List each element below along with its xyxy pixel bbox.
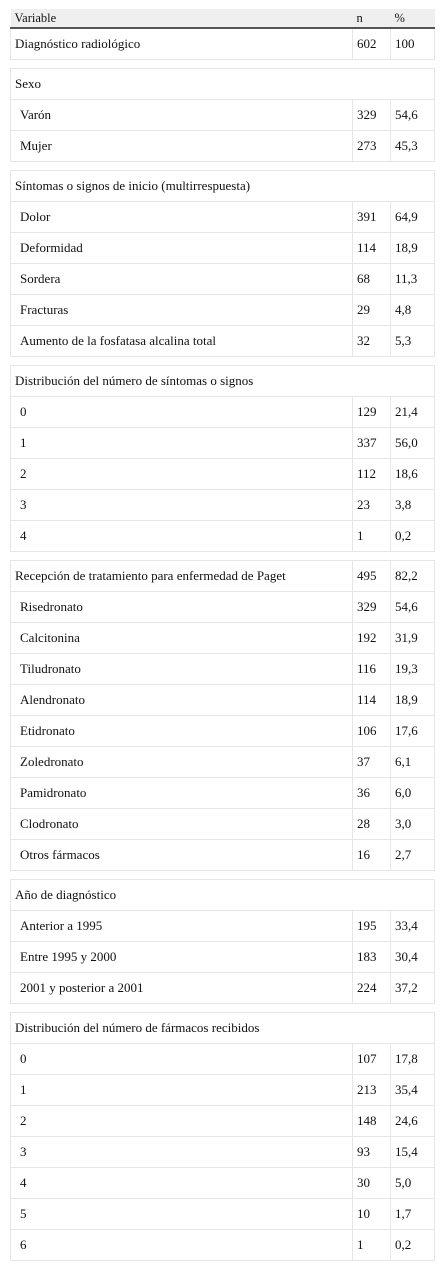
row-percent: 4,8 [391, 295, 435, 326]
section-title-row [11, 366, 435, 397]
spacer-cell [11, 60, 435, 69]
table-row [11, 592, 435, 623]
row-n: 1 [353, 1230, 391, 1261]
section-title-row [11, 69, 435, 100]
row-label: Aumento de la fosfatasa alcalina total [11, 326, 353, 357]
row-label: Mujer [11, 131, 353, 162]
header-row [11, 9, 435, 28]
header-variable: Variable [11, 9, 353, 28]
table-row [11, 1044, 435, 1075]
table-row [11, 1106, 435, 1137]
table-row [11, 490, 435, 521]
row-label: Fracturas [11, 295, 353, 326]
row-label: Pamidronato [11, 778, 353, 809]
row-percent: 54,6 [391, 100, 435, 131]
row-n: 93 [353, 1137, 391, 1168]
row-label: 3 [11, 1137, 353, 1168]
row-percent: 18,9 [391, 233, 435, 264]
row-n: 106 [353, 716, 391, 747]
table-row [11, 295, 435, 326]
row-label: 4 [11, 1168, 353, 1199]
table-row [11, 459, 435, 490]
data-table-container [10, 9, 434, 1261]
row-percent: 5,3 [391, 326, 435, 357]
table-row [11, 685, 435, 716]
row-label: 1 [11, 1075, 353, 1106]
row-percent: 21,4 [391, 397, 435, 428]
row-n: 68 [353, 264, 391, 295]
table-row [11, 131, 435, 162]
row-label: Alendronato [11, 685, 353, 716]
group-spacer [11, 60, 435, 69]
row-percent: 0,2 [391, 521, 435, 552]
table-row [11, 202, 435, 233]
row-label: 2001 y posterior a 2001 [11, 973, 353, 1004]
row-n: 195 [353, 911, 391, 942]
group-spacer [11, 162, 435, 171]
section-title: Año de diagnóstico [11, 880, 435, 911]
table-row [11, 264, 435, 295]
row-percent: 56,0 [391, 428, 435, 459]
row-label: 5 [11, 1199, 353, 1230]
row-percent: 18,6 [391, 459, 435, 490]
row-n: 112 [353, 459, 391, 490]
row-label: Otros fármacos [11, 840, 353, 871]
section-title: Síntomas o signos de inicio (multirrespuesta) [11, 171, 435, 202]
row-percent: 17,8 [391, 1044, 435, 1075]
table-row [11, 1075, 435, 1106]
table-row [11, 809, 435, 840]
row-percent: 45,3 [391, 131, 435, 162]
header-percent: % [391, 9, 435, 28]
table-row [11, 716, 435, 747]
spacer-cell [11, 1004, 435, 1013]
row-n: 28 [353, 809, 391, 840]
row-n: 273 [353, 131, 391, 162]
row-percent: 82,2 [391, 561, 435, 592]
row-percent: 3,8 [391, 490, 435, 521]
row-percent: 0,2 [391, 1230, 435, 1261]
row-label: 4 [11, 521, 353, 552]
spacer-cell [11, 552, 435, 561]
row-percent: 1,7 [391, 1199, 435, 1230]
table-header [11, 9, 435, 28]
row-n: 30 [353, 1168, 391, 1199]
row-percent: 30,4 [391, 942, 435, 973]
row-percent: 35,4 [391, 1075, 435, 1106]
row-n: 329 [353, 592, 391, 623]
data-table [10, 9, 435, 1261]
row-n: 192 [353, 623, 391, 654]
table-row [11, 1199, 435, 1230]
spacer-cell [11, 871, 435, 880]
row-n: 329 [353, 100, 391, 131]
row-label: 0 [11, 397, 353, 428]
row-n: 107 [353, 1044, 391, 1075]
table-body [11, 28, 435, 1261]
row-label: Varón [11, 100, 353, 131]
row-label: 1 [11, 428, 353, 459]
row-n: 114 [353, 685, 391, 716]
row-label: 3 [11, 490, 353, 521]
row-n: 495 [353, 561, 391, 592]
row-label: 6 [11, 1230, 353, 1261]
group-spacer [11, 1004, 435, 1013]
section-head-row [11, 561, 435, 592]
group-spacer [11, 871, 435, 880]
row-label: Risedronato [11, 592, 353, 623]
row-n: 213 [353, 1075, 391, 1106]
row-label: Clodronato [11, 809, 353, 840]
row-label: Calcitonina [11, 623, 353, 654]
row-n: 16 [353, 840, 391, 871]
section-title: Distribución del número de síntomas o signos [11, 366, 435, 397]
row-n: 391 [353, 202, 391, 233]
row-label: Etidronato [11, 716, 353, 747]
table-row [11, 233, 435, 264]
row-label: Dolor [11, 202, 353, 233]
row-percent: 11,3 [391, 264, 435, 295]
row-percent: 54,6 [391, 592, 435, 623]
table-row [11, 840, 435, 871]
row-label: Tiludronato [11, 654, 353, 685]
row-n: 1 [353, 521, 391, 552]
row-percent: 24,6 [391, 1106, 435, 1137]
group-spacer [11, 552, 435, 561]
section-title-row [11, 1013, 435, 1044]
row-percent: 2,7 [391, 840, 435, 871]
table-row [11, 778, 435, 809]
table-row [11, 623, 435, 654]
table-row [11, 973, 435, 1004]
row-label: 2 [11, 1106, 353, 1137]
section-title-row [11, 880, 435, 911]
table-row [11, 100, 435, 131]
row-label: Anterior a 1995 [11, 911, 353, 942]
row-percent: 6,1 [391, 747, 435, 778]
row-n: 37 [353, 747, 391, 778]
row-percent: 33,4 [391, 911, 435, 942]
group-spacer [11, 357, 435, 366]
section-title: Sexo [11, 69, 435, 100]
table-row [11, 942, 435, 973]
row-percent: 18,9 [391, 685, 435, 716]
row-n: 148 [353, 1106, 391, 1137]
table-row [11, 521, 435, 552]
row-percent: 17,6 [391, 716, 435, 747]
row-n: 183 [353, 942, 391, 973]
row-percent: 64,9 [391, 202, 435, 233]
section-title: Distribución del número de fármacos recibidos [11, 1013, 435, 1044]
row-n: 116 [353, 654, 391, 685]
row-percent: 5,0 [391, 1168, 435, 1199]
row-n: 129 [353, 397, 391, 428]
row-label: Entre 1995 y 2000 [11, 942, 353, 973]
table-row [11, 1137, 435, 1168]
row-percent: 3,0 [391, 809, 435, 840]
row-percent: 100 [391, 28, 435, 60]
table-row [11, 326, 435, 357]
row-percent: 31,9 [391, 623, 435, 654]
table-row [11, 654, 435, 685]
row-percent: 6,0 [391, 778, 435, 809]
row-n: 23 [353, 490, 391, 521]
row-n: 602 [353, 28, 391, 60]
spacer-cell [11, 357, 435, 366]
table-row [11, 428, 435, 459]
table-row [11, 911, 435, 942]
row-n: 337 [353, 428, 391, 459]
spacer-cell [11, 162, 435, 171]
table-row [11, 747, 435, 778]
row-label: 2 [11, 459, 353, 490]
row-percent: 19,3 [391, 654, 435, 685]
table-row [11, 397, 435, 428]
row-n: 114 [353, 233, 391, 264]
row-label: Sordera [11, 264, 353, 295]
row-n: 29 [353, 295, 391, 326]
row-n: 224 [353, 973, 391, 1004]
row-label: Diagnóstico radiológico [11, 28, 353, 60]
row-percent: 15,4 [391, 1137, 435, 1168]
section-title-row [11, 171, 435, 202]
row-n: 10 [353, 1199, 391, 1230]
row-percent: 37,2 [391, 973, 435, 1004]
table-row [11, 1168, 435, 1199]
row-label: Deformidad [11, 233, 353, 264]
table-row [11, 28, 435, 60]
row-n: 36 [353, 778, 391, 809]
table-row [11, 1230, 435, 1261]
header-n: n [353, 9, 391, 28]
row-label: Recepción de tratamiento para enfermedad de Paget [11, 561, 353, 592]
row-n: 32 [353, 326, 391, 357]
row-label: Zoledronato [11, 747, 353, 778]
row-label: 0 [11, 1044, 353, 1075]
